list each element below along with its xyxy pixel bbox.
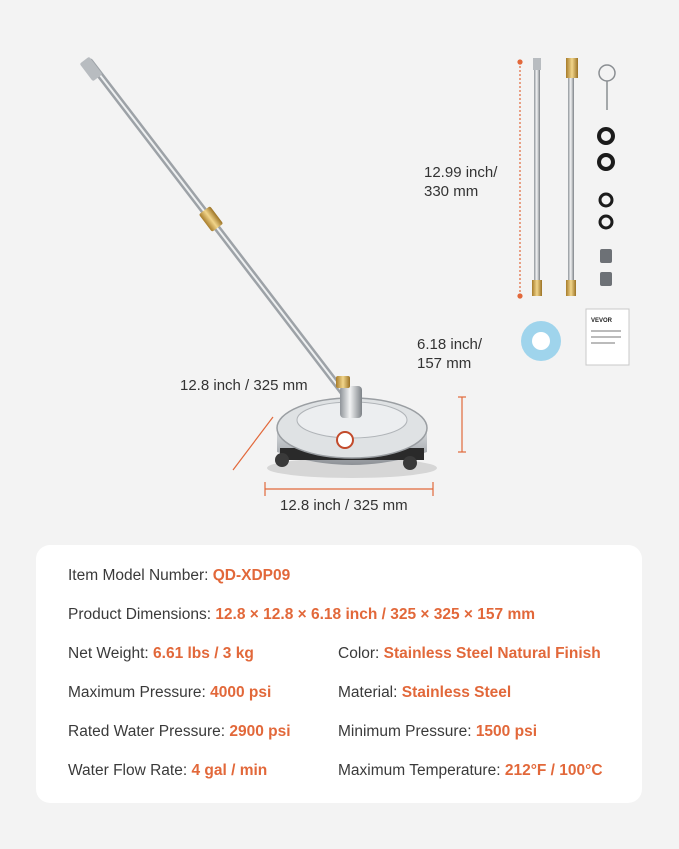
spec-card	[36, 545, 642, 803]
spec-value: 1500 psi	[475, 723, 537, 740]
spec-label: Minimum Pressure:	[338, 723, 476, 740]
spec-color	[338, 644, 601, 664]
spec-dimensions	[68, 605, 535, 625]
spec-label: Rated Water Pressure:	[68, 723, 230, 740]
spec-value: 4 gal / min	[191, 762, 268, 779]
spec-label: Maximum Pressure:	[68, 684, 211, 701]
extension-rods-icon	[532, 58, 578, 296]
spec-value: QD-XDP09	[212, 567, 291, 584]
pin-tool-icon	[599, 65, 615, 110]
spec-model	[68, 566, 290, 586]
spec-label: Product Dimensions:	[68, 606, 216, 623]
wand-icon	[80, 57, 345, 395]
spec-max-temp	[338, 761, 603, 781]
spec-max-pressure	[68, 683, 271, 703]
spec-label: Maximum Temperature:	[338, 762, 505, 779]
spec-label: Water Flow Rate:	[68, 762, 192, 779]
spec-value: 2900 psi	[229, 723, 291, 740]
depth-label: 12.8 inch / 325 mm	[180, 377, 308, 394]
spec-value: 12.8 × 12.8 × 6.18 inch / 325 × 325 × 157 mm	[215, 606, 536, 623]
spec-weight	[68, 644, 254, 664]
spec-label: Item Model Number:	[68, 567, 213, 584]
spec-value: Stainless Steel	[401, 684, 512, 701]
spec-material	[338, 683, 511, 703]
manual-brand: VEVOR	[591, 318, 613, 324]
spec-label: Material:	[338, 684, 402, 701]
spec-label: Net Weight:	[68, 645, 154, 662]
extension-length-label: 12.99 inch/ 330 mm	[424, 164, 498, 200]
manual-card-icon	[586, 309, 629, 365]
spec-rated-pressure	[68, 722, 291, 742]
nozzles-icon	[600, 249, 612, 286]
height-label: 6.18 inch/ 157 mm	[417, 336, 483, 372]
spec-value: 212°F / 100°C	[504, 762, 603, 779]
spec-value: 6.61 lbs / 3 kg	[153, 645, 254, 662]
spec-flow-rate	[68, 761, 267, 781]
width-label: 12.8 inch / 325 mm	[280, 497, 408, 514]
spec-value: 4000 psi	[210, 684, 272, 701]
spec-label: Color:	[338, 645, 384, 662]
spec-min-pressure	[338, 722, 537, 742]
o-rings-icon	[599, 129, 613, 228]
spec-value: Stainless Steel Natural Finish	[383, 645, 601, 662]
thread-tape-icon	[521, 321, 561, 361]
